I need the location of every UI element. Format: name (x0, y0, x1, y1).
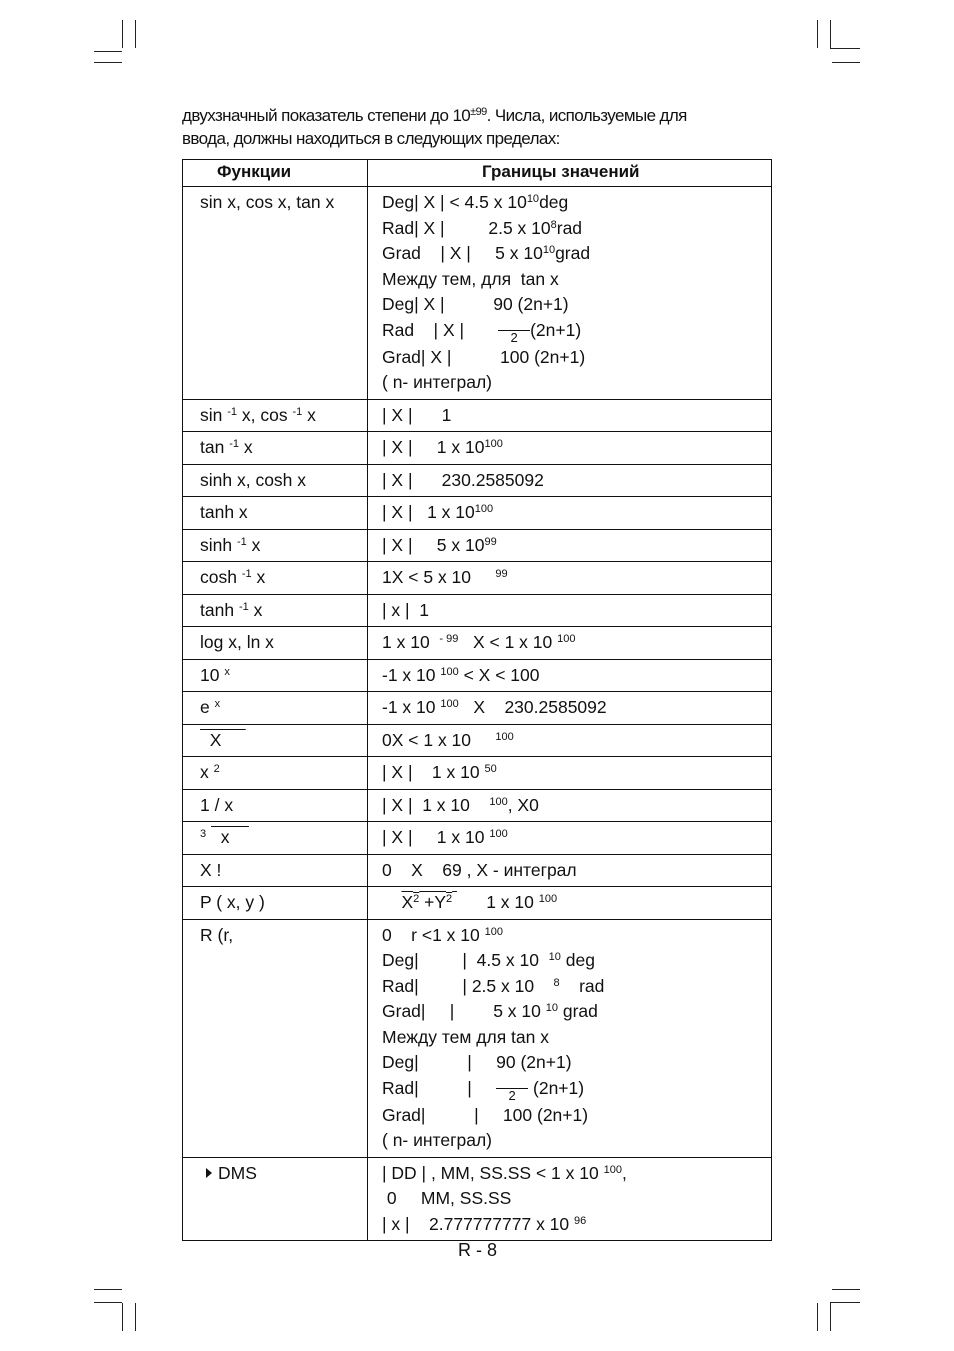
crop-mark (832, 62, 860, 63)
table-row (183, 724, 772, 757)
intro-paragraph (182, 104, 772, 150)
limits-cell (368, 789, 772, 822)
crop-mark (94, 62, 122, 63)
limits-cell (368, 854, 772, 887)
limit-line: Deg| X | < 4.5 x $10^{10}deg$ (382, 192, 569, 212)
function-cell: e $^x$ (183, 692, 368, 725)
limits-cell (368, 464, 772, 497)
crop-mark (122, 1303, 123, 1331)
limit-line: 0 X 69 , X - интеграл (382, 859, 577, 880)
limits-cell (368, 529, 772, 562)
table-row (183, 627, 772, 660)
limit-line: | X | 1 x $10^{100}$ (382, 502, 494, 522)
header-functions: Функции (183, 160, 368, 187)
limit-line: 0 r <1 x 10 $^{100}$ (382, 924, 503, 945)
function-cell: 1 / x (183, 789, 368, 822)
table-row (183, 887, 772, 920)
table-row (183, 562, 772, 595)
limit-line: | x | 1 (382, 599, 430, 620)
function-cell: X (183, 724, 368, 757)
function-cell: log x, ln x (183, 627, 368, 660)
function-cell: x $^2$ (183, 757, 368, 790)
limits-table (182, 159, 772, 1241)
table-row (183, 919, 772, 1157)
function-cell: P ( x, y ) (183, 887, 368, 920)
limit-line: Между тем для tan x (382, 1026, 549, 1047)
page-number: R - 8 (458, 1240, 498, 1260)
limit-line: ( n- интеграл) (382, 372, 492, 392)
header-limits: Границы значений (368, 160, 772, 187)
limit-line: Между тем, для tan x (382, 268, 559, 289)
limit-line: -1 x 10 $^{100}$ < X < 100 (382, 664, 540, 685)
limit-line: | x | 2.777777777 x 10 $^{96}$ (382, 1213, 587, 1234)
crop-mark (94, 51, 122, 52)
limits-cell (368, 432, 772, 465)
table-row (183, 594, 772, 627)
table-row (183, 1157, 772, 1241)
function-cell: tan $^{-1}$ x (183, 432, 368, 465)
limit-line: Rad| X | 2.5 x $10^8rad$ (382, 217, 583, 238)
limit-line: | X | 230.2585092 (382, 469, 544, 490)
function-cell: sinh x, cosh x (183, 464, 368, 497)
limit-line: Rad | X | 2 (2n+1) (382, 319, 582, 345)
intro-line2: ввода, должны находиться в следующих пределах: (182, 129, 560, 148)
function-cell: sin x, cos x, tan x (183, 187, 368, 400)
crop-mark (830, 1303, 831, 1331)
table-row (183, 789, 772, 822)
limits-cell (368, 187, 772, 400)
limit-line: Grad| | 100 (2n+1) (382, 1104, 589, 1125)
crop-mark (135, 20, 136, 48)
limits-cell (368, 692, 772, 725)
function-cell: sin $^{-1}$ x, cos $^{-1}$ x (183, 399, 368, 432)
function-cell: tanh x (183, 497, 368, 530)
function-cell: tanh $^{-1}$ x (183, 594, 368, 627)
table-row (183, 692, 772, 725)
limits-cell (368, 724, 772, 757)
limit-line: | X | 1 x 10 $^{50}$ (382, 762, 497, 782)
function-cell: DMS (183, 1157, 368, 1241)
function-cell: cosh $^{-1}$ x (183, 562, 368, 595)
crop-mark (817, 1303, 818, 1331)
limit-line: 0 MM, SS.SS (382, 1188, 512, 1208)
limit-line: -1 x 10 $^{100}$ X 230.2585092 (382, 697, 607, 717)
crop-mark (830, 1302, 860, 1303)
function-cell: sinh $^{-1}$ x (183, 529, 368, 562)
table-row (183, 497, 772, 530)
table-row (183, 822, 772, 855)
function-cell: X ! (183, 854, 368, 887)
table-row (183, 432, 772, 465)
table-row (183, 464, 772, 497)
limit-line: | X | 1 x $10^{100}$ (382, 437, 503, 457)
table-row (183, 187, 772, 400)
table-row (183, 529, 772, 562)
limits-cell (368, 627, 772, 660)
limit-line: Grad | X | 5 x $10^{10}grad$ (382, 243, 591, 263)
limit-line: Grad| X | 100 (2n+1) (382, 346, 586, 367)
limit-line: | X | 5 x $10^{99}$ (382, 534, 497, 555)
function-cell: R (r, (183, 919, 368, 1157)
limits-cell (368, 659, 772, 692)
table-row (183, 659, 772, 692)
limit-line: Rad| | 2.5 x 10 $^8$ rad (382, 975, 605, 996)
limit-line: ( n- интеграл) (382, 1130, 492, 1150)
limits-cell (368, 887, 772, 920)
limits-cell (368, 562, 772, 595)
limit-line: Deg| | 90 (2n+1) (382, 1052, 572, 1072)
limits-cell (368, 1157, 772, 1241)
crop-mark (830, 48, 860, 49)
crop-mark (122, 20, 123, 48)
table-header-row (183, 160, 772, 187)
crop-mark (832, 1289, 860, 1290)
limit-line: 0X < 1 x 10 $^{100}$ (382, 729, 514, 750)
limits-cell (368, 497, 772, 530)
limit-line: | DD | , MM, SS.SS < 1 x 10 $^{100}$, (382, 1162, 627, 1183)
limits-cell (368, 757, 772, 790)
function-cell: $^3$ x (183, 822, 368, 855)
limits-cell (368, 594, 772, 627)
function-cell: 10 $^x$ (183, 659, 368, 692)
limits-cell (368, 822, 772, 855)
limit-line: Rad| | 2 (2n+1) (382, 1077, 585, 1103)
intro-line1: двухзначный показатель степени до $10^{\pm 99}$. Числа, используемые для (182, 106, 687, 125)
table-row (183, 399, 772, 432)
table-row (183, 757, 772, 790)
limit-line: Deg| | 4.5 x 10 $^{10}$ deg (382, 950, 595, 970)
limit-line: Deg| X | 90 (2n+1) (382, 294, 569, 314)
crop-mark (830, 20, 831, 48)
limit-line: 1X < 5 x 10 $^{99}$ (382, 567, 508, 587)
crop-mark (94, 1302, 122, 1303)
limit-line: | X | 1 x 10 $^{100}$ (382, 827, 508, 847)
limits-cell (368, 399, 772, 432)
limit-line: Grad| | 5 x 10 $^{10}$ grad (382, 1001, 598, 1021)
crop-mark (135, 1303, 136, 1331)
crop-mark (94, 1289, 122, 1290)
limit-line: | X | 1 (382, 404, 452, 425)
limit-line: | X | 1 x 10 $^{100}$, X0 (382, 794, 539, 815)
limit-line: $X^2 +Y^2$ 1 x 10 $^{100}$ (401, 892, 558, 912)
crop-mark (817, 20, 818, 48)
limits-cell (368, 919, 772, 1157)
limit-line: 1 x 10 $^{- 99}$ X < 1 x 10 $^{100}$ (382, 632, 576, 652)
table-row (183, 854, 772, 887)
